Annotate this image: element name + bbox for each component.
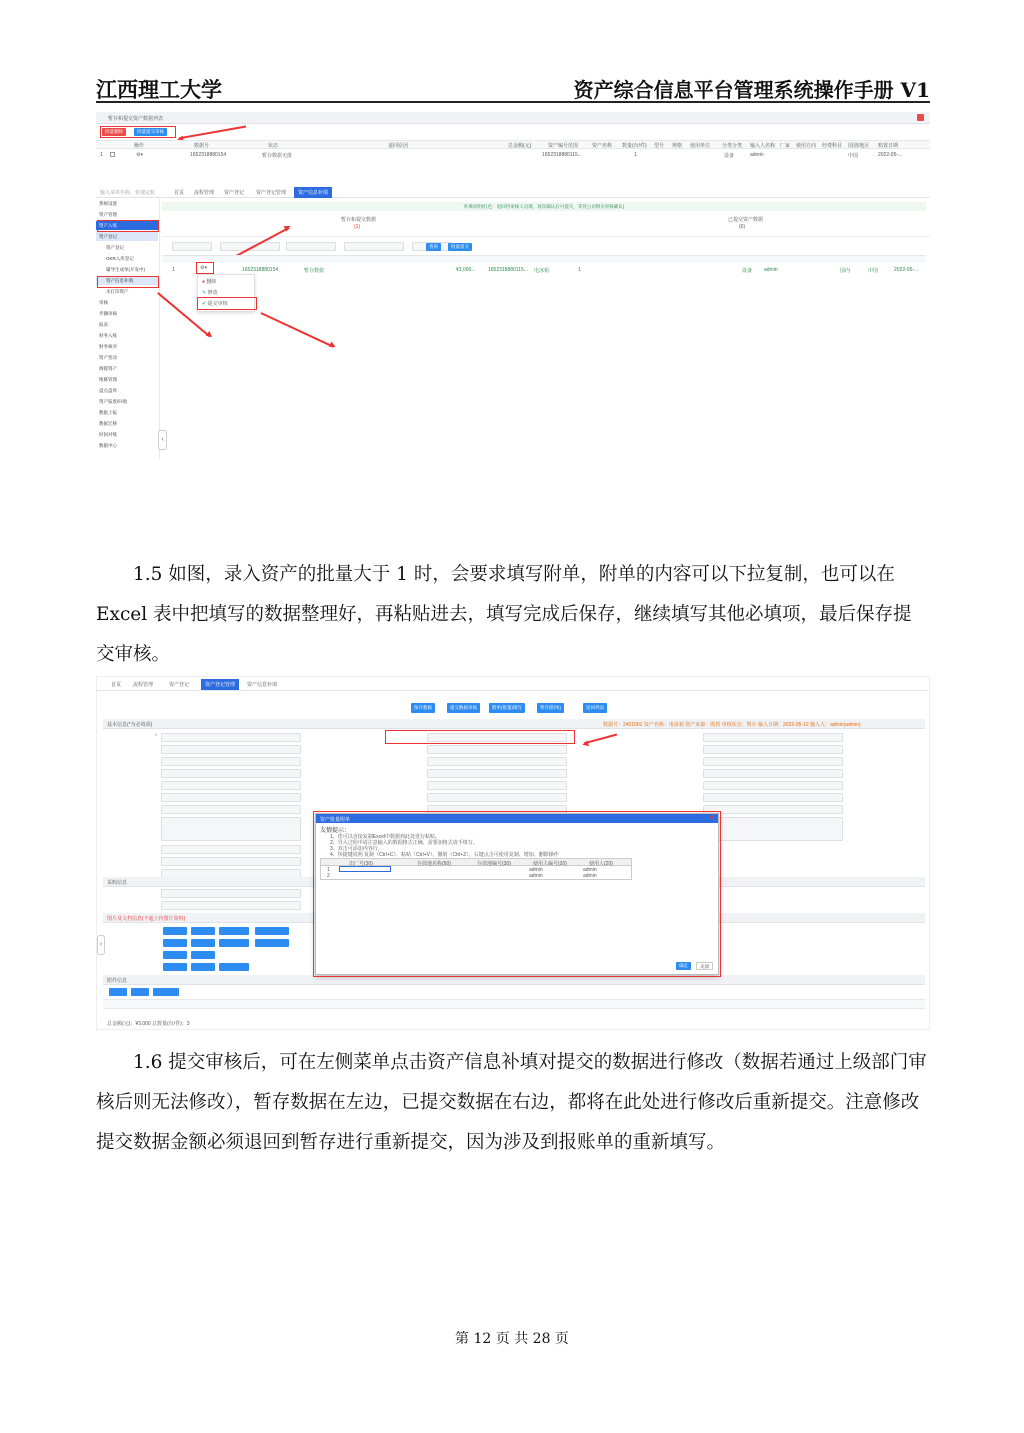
tab-process[interactable]: 流程管理 — [194, 190, 215, 196]
grid-header-location-no: 存放地编号(30) — [477, 861, 511, 867]
highlight-box — [385, 730, 575, 744]
row-settings-icon[interactable]: ⚙▾ — [136, 152, 143, 158]
row-data-no: 1652318880154 — [190, 152, 227, 158]
basic-info-bar — [103, 719, 925, 729]
tab-register-manage[interactable]: 资产登记管理 — [256, 190, 287, 196]
save-data-button[interactable]: 保存数据 — [411, 703, 435, 713]
list-row-asset-name: 电冰箱 — [534, 268, 550, 274]
dialog-ok-button[interactable]: 确定 — [676, 962, 691, 970]
sidebar-item-asset-entry[interactable]: 资产入账 — [96, 221, 158, 230]
temp-save-button[interactable]: 暂存(附单) — [537, 703, 564, 713]
sidebar-item-finance-check[interactable]: 财务核对 — [99, 344, 117, 349]
pane-left-title: 暂存和提交数据 — [341, 217, 377, 223]
form-field-c1-7[interactable] — [161, 805, 301, 814]
tab-home[interactable]: 首页 — [111, 682, 122, 688]
paragraph-1-6-text: 1.6 提交审核后，可在左侧菜单点击资产信息补填对提交的数据进行修改（数据若通过上级部门审核后则无法修改），暂存数据在左边，已提交数据在右边，都将在此处进行修改后重新提交。注意修改提交数据金额必须退回到暂存进行重新提交，因为涉及到报账单的重新填写。 — [96, 1052, 927, 1153]
grid-row-2-index: 2 — [327, 873, 330, 879]
sidebar-item-report[interactable]: 报表 — [99, 322, 108, 327]
form-field-c1-9[interactable] — [161, 845, 301, 854]
grid-header-user-no: 使用人编号(20) — [533, 861, 567, 867]
form-field-c3-8[interactable] — [703, 817, 843, 841]
header-rule — [96, 101, 930, 103]
top-panel-title: 暂存和提交资产数据列表 — [108, 116, 164, 122]
grid-header-user: 使用人(20) — [589, 861, 613, 867]
form-field-c2-4[interactable] — [427, 769, 567, 778]
sidebar-item-asset-manage[interactable]: 资产管理 — [99, 212, 117, 217]
list-row-fund: 国内 — [840, 268, 851, 274]
sidebar-item-asset-supplement[interactable]: 资产信息补填 — [96, 276, 158, 285]
tab-bar — [96, 186, 930, 198]
form-field-c2-5[interactable] — [427, 781, 567, 790]
row-category: 设备 — [724, 153, 735, 159]
sidebar-item-system[interactable]: 系统设置 — [99, 201, 117, 206]
pane-left-count: (1) — [354, 224, 361, 230]
col-operate: 操作 — [134, 143, 145, 149]
dialog-close-icon[interactable]: ✕ — [708, 815, 714, 822]
paragraph-1-5-text: 1.5 如图，录入资产的批量大于 1 时，会要求填写附单，附单的内容可以下拉复制，也可以在 Excel 表中把填写的数据整理好，再粘贴进去，填写完成后保存，继续填写其他必填项，最后保存提交审核。 — [96, 564, 912, 665]
dialog-tip-3: 3、双击可添加内容行。 — [330, 846, 383, 852]
top-panel-title-bar — [96, 112, 930, 124]
grid-row-1-user-no: admin — [529, 867, 543, 873]
info-bar-text: 数据号：2401001 资产名称：电冰箱 资产来源：购置 审核状态：暂存 输入日期：2022-05-12 输入人：admin(admin) — [603, 722, 861, 728]
screenshot-batch-attachment-form — [96, 676, 930, 1030]
back-to-list-button[interactable]: 返回列表 — [583, 703, 607, 713]
filter-select-1[interactable] — [172, 242, 212, 251]
tab-process[interactable]: 流程管理 — [133, 682, 154, 688]
pane-right-count: (0) — [739, 224, 746, 230]
upload-button-11[interactable] — [163, 963, 187, 971]
form-field-c3-7[interactable] — [703, 805, 843, 814]
list-row-data-no: 1652318880154 — [242, 267, 279, 273]
highlight-box — [97, 220, 159, 232]
list-row-settings-icon[interactable]: ⚙▾ — [200, 265, 207, 271]
sidebar-item-unprinted[interactable]: 未打印资产 — [106, 289, 129, 294]
sidebar-item-asset-register-group[interactable]: 资产登记 — [96, 232, 158, 241]
detail-add-button[interactable] — [109, 988, 127, 996]
form-field-c3-6[interactable] — [703, 793, 843, 802]
col-spec: 规格 — [672, 143, 683, 149]
list-row-code-range: 1652318880115... — [488, 267, 528, 273]
upload-button-13[interactable] — [219, 963, 249, 971]
upload-button-2[interactable] — [191, 927, 215, 935]
col-vendor: 厂家 — [780, 143, 791, 149]
sidebar-item-step-audit[interactable]: 步骤审核 — [99, 311, 117, 316]
sidebar-item-asset-change[interactable]: 资产变动 — [99, 355, 117, 360]
batch-submit-button-2[interactable]: 批量提交 — [448, 243, 472, 251]
upload-button-5[interactable] — [163, 939, 187, 947]
col-quantity: 数量(台/件) — [622, 143, 647, 149]
form-field-c2-3[interactable] — [427, 757, 567, 766]
detail-delete-button[interactable] — [131, 988, 149, 996]
grid-header-location-name: 存放地名称(50) — [417, 861, 451, 867]
grid-row-2-user-no: admin — [529, 873, 543, 879]
batch-delete-button[interactable]: 批量删除 — [102, 128, 126, 136]
row-quantity: 1 — [634, 152, 637, 158]
tab-register-manage[interactable]: 资产登记管理 — [201, 679, 239, 690]
list-row-country: 中国 — [868, 268, 879, 274]
form-field-c3-2[interactable] — [703, 745, 843, 754]
form-field-c2-2[interactable] — [427, 745, 567, 754]
sidebar-item-report-upload[interactable]: 数据上报 — [99, 410, 117, 415]
tab-home[interactable]: 首页 — [174, 190, 185, 196]
filter-input-1[interactable] — [286, 242, 336, 251]
highlight-box — [313, 811, 721, 977]
grid-row-1-index: 1 — [327, 867, 330, 873]
close-icon[interactable] — [917, 114, 924, 121]
grid-row-2-user: admin — [583, 873, 597, 879]
sidebar-item-audit[interactable]: 审核 — [99, 300, 108, 305]
header-school-name: 江西理工大学 — [96, 77, 222, 102]
sidebar — [96, 199, 160, 459]
annotation-arrow — [261, 312, 334, 347]
highlight-box — [196, 262, 214, 274]
purchase-field-2[interactable] — [161, 901, 301, 910]
tab-register[interactable]: 资产登记 — [169, 682, 190, 688]
search-button[interactable]: 查询 — [426, 243, 441, 251]
col-input-user: 输入人名称 — [750, 143, 776, 149]
form-field-c1-10[interactable] — [161, 857, 301, 866]
form-field-c1-2[interactable] — [161, 745, 301, 754]
page-number: 第 12 页 共 28 页 — [455, 1331, 569, 1347]
page-header — [96, 70, 930, 104]
list-row-category: 设备 — [742, 268, 753, 274]
form-field-c3-1[interactable] — [703, 733, 843, 742]
footer-sum: 总金额(元)：¥3,000 总数量(台/件)：3 — [107, 1021, 190, 1027]
col-direction: 使用方向 — [796, 143, 817, 149]
list-row-quantity: 1 — [578, 267, 581, 273]
batch-submit-button[interactable]: 批量提交审核 — [134, 128, 167, 136]
dialog-tip-1: 1、您可以直接复制Excel中数据到此处进行粘贴。 — [330, 834, 441, 840]
filter-select-3[interactable] — [344, 242, 404, 251]
list-row-input-user: admin — [764, 267, 778, 273]
col-country: 国别/地区 — [848, 143, 870, 149]
sidebar-item-asset-register[interactable]: 资产登记 — [106, 245, 124, 250]
dialog-hint: 友情提示： — [320, 828, 351, 834]
grid-header-factory-no: 出厂号(30) — [349, 861, 373, 867]
notice-text: 补填说明(红色：退回待审核人员填，再次确认后可提交，等待公司相关审核确认) — [463, 204, 625, 209]
col-code-range: 资产编号范围 — [548, 143, 579, 149]
form-field-c1-4[interactable] — [161, 769, 301, 778]
col-status: 状态 — [268, 143, 279, 149]
paragraph-1-5 — [96, 555, 930, 675]
form-field-c1-6[interactable] — [161, 793, 301, 802]
sidebar-item-inventory[interactable]: 盘点盘库 — [99, 388, 117, 393]
upload-button-7[interactable] — [219, 939, 249, 947]
annotation-arrow — [179, 126, 246, 139]
upload-button-6[interactable] — [191, 939, 215, 947]
form-field-c3-3[interactable] — [703, 757, 843, 766]
upload-button-4[interactable] — [255, 927, 289, 935]
pane-divider — [162, 236, 930, 237]
row-checkbox[interactable] — [110, 152, 115, 157]
col-model: 型号 — [654, 143, 665, 149]
upload-button-10[interactable] — [191, 951, 215, 959]
section-attach-title: 图片及文档信息(不超上传图片资料) — [107, 916, 186, 922]
annotation-arrow — [584, 734, 617, 744]
form-field-c1-3[interactable] — [161, 757, 301, 766]
row-date: 2022-05-... — [878, 152, 903, 158]
list-row-status: 暂存数据 — [304, 268, 325, 274]
col-date: 购置日期 — [878, 143, 899, 149]
sidebar-item-finance-entry[interactable]: 财务入账 — [99, 333, 117, 338]
section-basic-title: 基本信息(*为必填项) — [107, 722, 153, 728]
highlight-box — [197, 297, 257, 310]
submit-audit-button[interactable]: 提交数据审核 — [447, 703, 480, 713]
sidebar-item-transfer[interactable]: 调拨资产 — [99, 366, 117, 371]
list-row-amount: ¥3,000... — [456, 267, 476, 273]
upload-button-12[interactable] — [191, 963, 215, 971]
upload-button-3[interactable] — [219, 927, 249, 935]
sidebar-item-data-center[interactable]: 数据中心 — [99, 443, 117, 448]
page-footer — [0, 1328, 1024, 1348]
highlight-box — [97, 276, 159, 288]
header-manual-title: 资产综合信息平台管理系统操作手册 V1 — [573, 78, 930, 102]
detail-table-header — [103, 999, 925, 1009]
row-country: 中国 — [848, 153, 859, 159]
form-label: * — [155, 733, 157, 738]
list-row-date: 2022-05-... — [894, 267, 919, 273]
pane-right-title: 已提交资产数据 — [728, 217, 764, 223]
grid-row-1-user: admin — [583, 867, 597, 873]
dialog-tip-2: 2、导入过程中请注意输入的数据格式正确，需要加格式请手填写。 — [330, 840, 478, 846]
row-index: 1 — [100, 152, 103, 158]
col-data-no: 数据号 — [194, 143, 210, 149]
menu-item-delete[interactable]: ● 删除 — [202, 279, 217, 285]
tab-asset-supplement[interactable]: 资产信息补填 — [294, 187, 332, 198]
screenshot-asset-supplement-list — [96, 112, 930, 550]
col-amount: 总金额(元) — [508, 143, 532, 149]
menu-item-submit-audit[interactable]: ✔ 提交审核 — [202, 301, 228, 307]
dialog-cancel-button[interactable]: 关闭 — [696, 962, 713, 970]
section-purchase-title: 采购信息 — [107, 880, 128, 886]
col-asset-name: 资产名称 — [592, 143, 613, 149]
row-status: 暂存数据无批 — [262, 153, 293, 159]
dialog-title: 资产批量附单 — [320, 817, 351, 823]
upload-button-1[interactable] — [163, 927, 187, 935]
list-row-index: 1 — [172, 267, 175, 273]
upload-button-9[interactable] — [163, 951, 187, 959]
supplement-notice — [162, 202, 926, 211]
col-dept: 使用单位 — [690, 143, 711, 149]
form-field-c3-4[interactable] — [703, 769, 843, 778]
form-field-c1-1[interactable] — [161, 733, 301, 742]
row-code-range: 1652318880115... — [542, 152, 582, 158]
col-reason: 退回原因 — [388, 143, 409, 149]
upload-button-8[interactable] — [255, 939, 289, 947]
sidebar-item-time-check[interactable]: 时间对账 — [99, 432, 117, 437]
highlight-box — [100, 126, 176, 138]
batch-attachment-button[interactable]: 附单(批量)填写 — [489, 703, 525, 713]
sidebar-item-generate-form[interactable]: 辅导生成单(开发中) — [106, 267, 145, 272]
sidebar-item-okr-register[interactable]: OKR入库登记 — [106, 256, 134, 261]
col-fund: 经费科目 — [822, 143, 843, 149]
section-detail-title: 附件信息 — [107, 978, 128, 984]
paragraph-1-6 — [96, 1043, 930, 1163]
sidebar-item-migration[interactable]: 数据迁移 — [99, 421, 117, 426]
sidebar-collapse-handle[interactable]: ‹ — [97, 935, 105, 955]
list-header-row — [162, 255, 926, 263]
purchase-field-1[interactable] — [161, 889, 301, 898]
sidebar-item-scrap[interactable]: 资产报废/回收 — [99, 399, 128, 404]
menu-item-edit[interactable]: ✎ 修改 — [202, 290, 218, 296]
detail-batch-button[interactable] — [153, 988, 179, 996]
tab-register[interactable]: 资产登记 — [224, 190, 245, 196]
sidebar-collapse-handle[interactable]: ‹ — [158, 430, 167, 450]
row-input-user: admin — [750, 152, 764, 158]
form-field-c1-8[interactable] — [161, 817, 301, 841]
form-field-c1-5[interactable] — [161, 781, 301, 790]
search-input[interactable]: 输入菜单名称、快速定航 — [100, 190, 156, 196]
tab-asset-supplement[interactable]: 资产信息补填 — [247, 682, 278, 688]
col-category: 分类分类 — [722, 143, 743, 149]
form-field-c2-6[interactable] — [427, 793, 567, 802]
sidebar-item-repair[interactable]: 维修管理 — [99, 377, 117, 382]
dialog-tip-4: 4、快捷键说明 复制（Ctrl+C）、粘贴（Ctrl+V）、撤销（Ctrl+Z），右键点击可使用复制、增加、删除操作 — [330, 852, 559, 858]
form-field-c3-5[interactable] — [703, 781, 843, 790]
